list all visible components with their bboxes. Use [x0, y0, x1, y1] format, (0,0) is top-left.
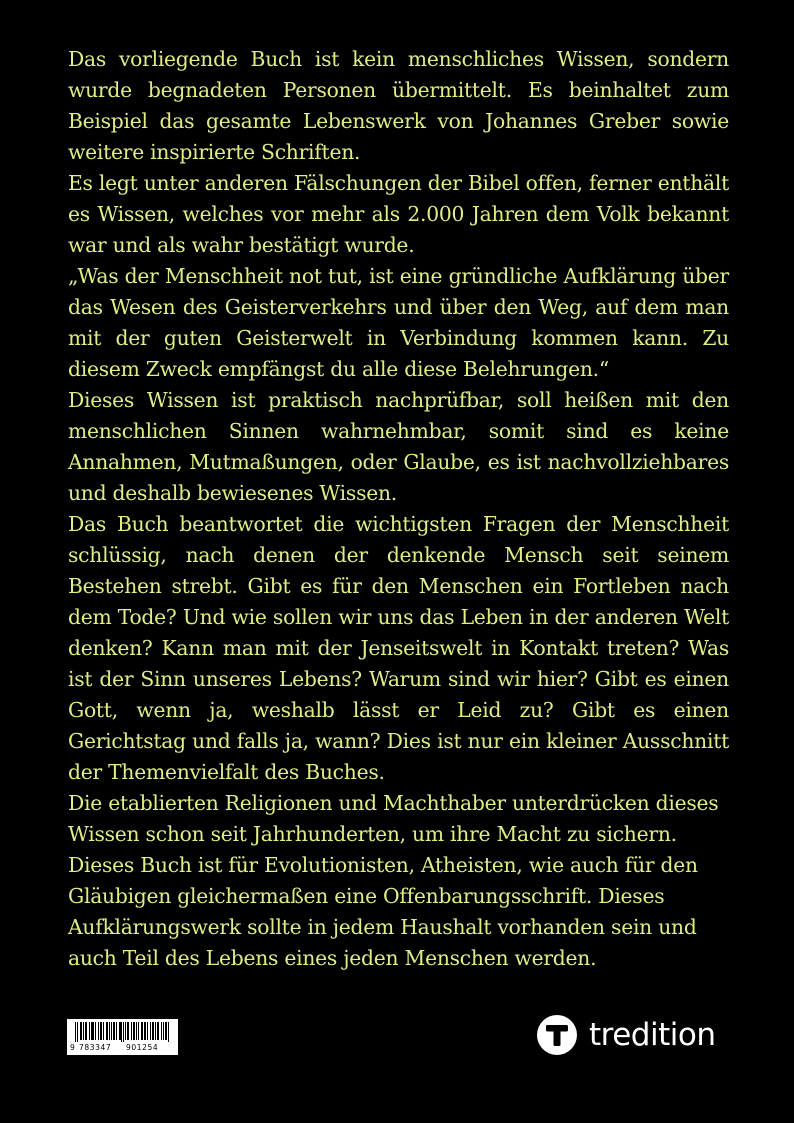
barcode-lead-digit: 9 — [70, 1043, 75, 1052]
barcode-digits-right: 901254 — [126, 1043, 159, 1052]
barcode-digits-left: 783347 — [79, 1043, 112, 1052]
paragraph-intro: Das vorliegende Buch ist kein menschliches Wissen, sondern wurde begnadeten Personen übermittelt. Es beinhaltet zum Beispiel das gesamte Lebenswerk von Johannes Greber sowie weitere inspirierte Schriften. — [68, 47, 729, 164]
paragraph-questions: Das Buch beantwortet die wichtigsten Fragen der Menschheit schlüssig, nach denen der denkende Mensch seit seinem Bestehen strebt. Gibt es für den Menschen ein Fortleben nach dem Tode? Und wie sollen wir uns das Leben in der anderen Welt denken? Kann man mit der Jenseitswelt in Kontakt treten? Was ist der Sinn unseres Lebens? Warum sind wir hier? Gibt es einen Gott, wenn ja, weshalb lässt er Leid zu? Gibt es einen Gerichtstag und falls ja, wann? Dies ist nur ein kleiner Ausschnitt der Themenvielfalt des Buches. — [68, 512, 729, 784]
publisher-logo — [537, 1014, 732, 1056]
isbn-barcode — [67, 1019, 178, 1055]
paragraph-bible: Es legt unter anderen Fälschungen der Bibel offen, ferner enthält es Wissen, welches vor mehr als 2.000 Jahren dem Volk bekannt war und als wahr bestätigt wurde. — [68, 171, 729, 257]
back-cover-text — [68, 44, 729, 974]
publisher-name: tredition — [589, 1017, 716, 1053]
paragraph-religions: Die etablierten Religionen und Machthaber unterdrücken dieses Wissen schon seit Jahrhunderten, um ihre Macht zu sichern. Dieses Buch ist für Evolutionisten, Atheisten, wie auch für den Gläubigen gleichermaßen eine Offenbarungsschrift. Dieses Aufklärungswerk sollte in jedem Haushalt vorhanden sein und auch Teil des Lebens eines jeden Menschen werden. — [68, 791, 719, 970]
barcode-bars — [75, 1022, 170, 1042]
paragraph-verifiable: Dieses Wissen ist praktisch nachprüfbar, soll heißen mit den menschlichen Sinnen wahrnehmbar, somit sind es keine Annahmen, Mutmaßungen, oder Glaube, es ist nachvollziehbares und deshalb bewiesenes Wissen. — [68, 388, 729, 505]
barcode-number — [70, 1042, 176, 1053]
paragraph-quote: „Was der Menschheit not tut, ist eine gründliche Aufklärung über das Wesen des Geisterverkehrs und über den Weg, auf dem man mit der guten Geisterwelt in Verbindung kommen kann. Zu diesem Zweck empfängst du alle diese Belehrungen.“ — [68, 264, 729, 381]
tredition-t-icon — [537, 1015, 577, 1055]
